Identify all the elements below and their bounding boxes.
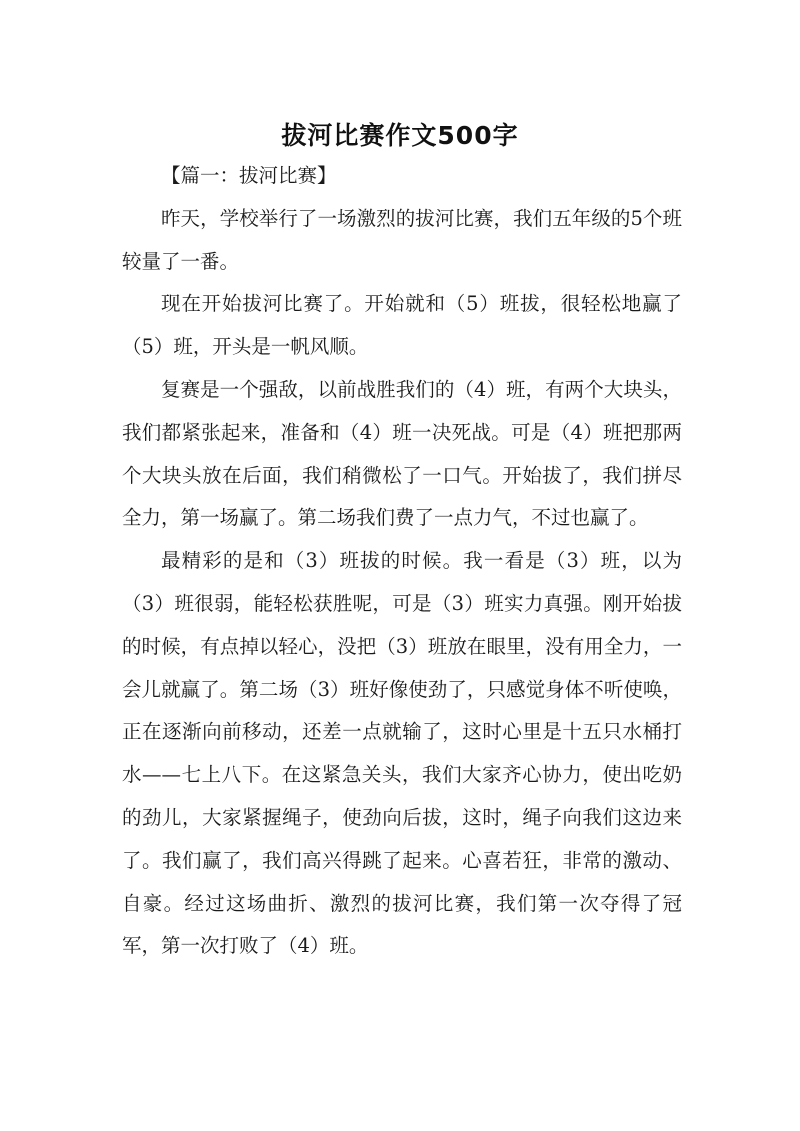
paragraph-1: 昨天，学校举行了一场激烈的拔河比赛，我们五年级的5个班较量了一番。 — [122, 206, 682, 273]
paragraph-2: 现在开始拔河比赛了。开始就和（5）班拔，很轻松地赢了（5）班，开头是一帆风顺。 — [122, 292, 682, 359]
section-heading: 【篇一：拔河比赛】 — [161, 164, 337, 187]
article-body — [122, 155, 682, 968]
paragraph-3: 复赛是一个强敌，以前战胜我们的（4）班，有两个大块头，我们都紧张起来，准备和（4）班一决死战。可是（4）班把那两个大块头放在后面，我们稍微松了一口气。开始拔了，我们拼尽全力，第一场赢了。第二场我们费了一点力气，不过也赢了。 — [122, 377, 682, 530]
page-title: 拔河比赛作文500字 — [281, 120, 519, 150]
paragraph-4: 最精彩的是和（3）班拔的时候。我一看是（3）班，以为（3）班很弱，能轻松获胜呢，可是（3）班实力真强。刚开始拔的时候，有点掉以轻心，没把（3）班放在眼里，没有用全力，一会儿就赢了。第二场（3）班好像使劲了，只感觉身体不听使唤，正在逐渐向前移动，还差一点就输了，这时心里是十五只水桶打水——七上八下。在这紧急关头，我们大家齐心协力，使出吃奶的劲儿，大家紧握绳子，使劲向后拔，这时，绳子向我们这边来了。我们赢了，我们高兴得跳了起来。心喜若狂，非常的激动、自豪。经过这场曲折、激烈的拔河比赛，我们第一次夺得了冠军，第一次打败了（4）班。 — [122, 549, 682, 958]
